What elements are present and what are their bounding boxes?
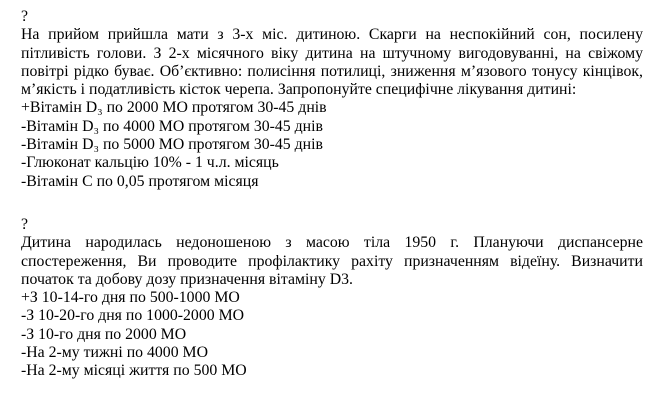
answer-option: +Вітамін D₃ по 2000 МО протягом 30-45 днів bbox=[21, 99, 327, 117]
answer-option: -Глюконат кальцію 10% - 1 ч.л. місяць bbox=[21, 154, 279, 172]
question-marker: ? bbox=[21, 215, 29, 233]
question-stem: На прийом прийшла мати з 3-х міс. дитиною. Скарги на неспокійний сон, посилену пітливість голови. З 2-х місячного віку дитина на штучному вигодовуванні, на свіжому повітрі рідко буває. Об’єктивно: полисіння потилиці, зниження м’язового тонусу кінцівок, м’якість і податливість кісток черепа. Запропонуйте специфічне лікування дитині: bbox=[21, 26, 643, 99]
answer-option: -Вітамін D₃ по 4000 МО протягом 30-45 днів bbox=[21, 117, 323, 135]
question-block-1 bbox=[21, 8, 643, 191]
question-block-2 bbox=[21, 216, 643, 381]
question-stem: Дитина народилась недоношеною з масою тіла 1950 г. Плануючи диспансерне спостереження, Ви проводите профілактику рахіту призначенням відеїну. Визначити початок та добову дозу призначення вітаміну D3. bbox=[21, 234, 643, 288]
answer-option: -З 10-го дня по 2000 МО bbox=[21, 325, 187, 343]
answer-option: -З 10-20-го дня по 1000-2000 МО bbox=[21, 307, 245, 325]
answer-option: +З 10-14-го дня по 500-1000 МО bbox=[21, 289, 240, 307]
answer-option: -На 2-му тижні по 4000 МО bbox=[21, 344, 208, 362]
answer-option: -Вітамін С по 0,05 протягом місяця bbox=[21, 172, 259, 190]
answer-option: -На 2-му місяці життя по 500 МО bbox=[21, 362, 247, 380]
options-list bbox=[21, 289, 643, 380]
answer-option: -Вітамін D₃ по 5000 МО протягом 30-45 днів bbox=[21, 136, 323, 154]
question-marker: ? bbox=[21, 8, 29, 25]
options-list bbox=[21, 99, 643, 190]
